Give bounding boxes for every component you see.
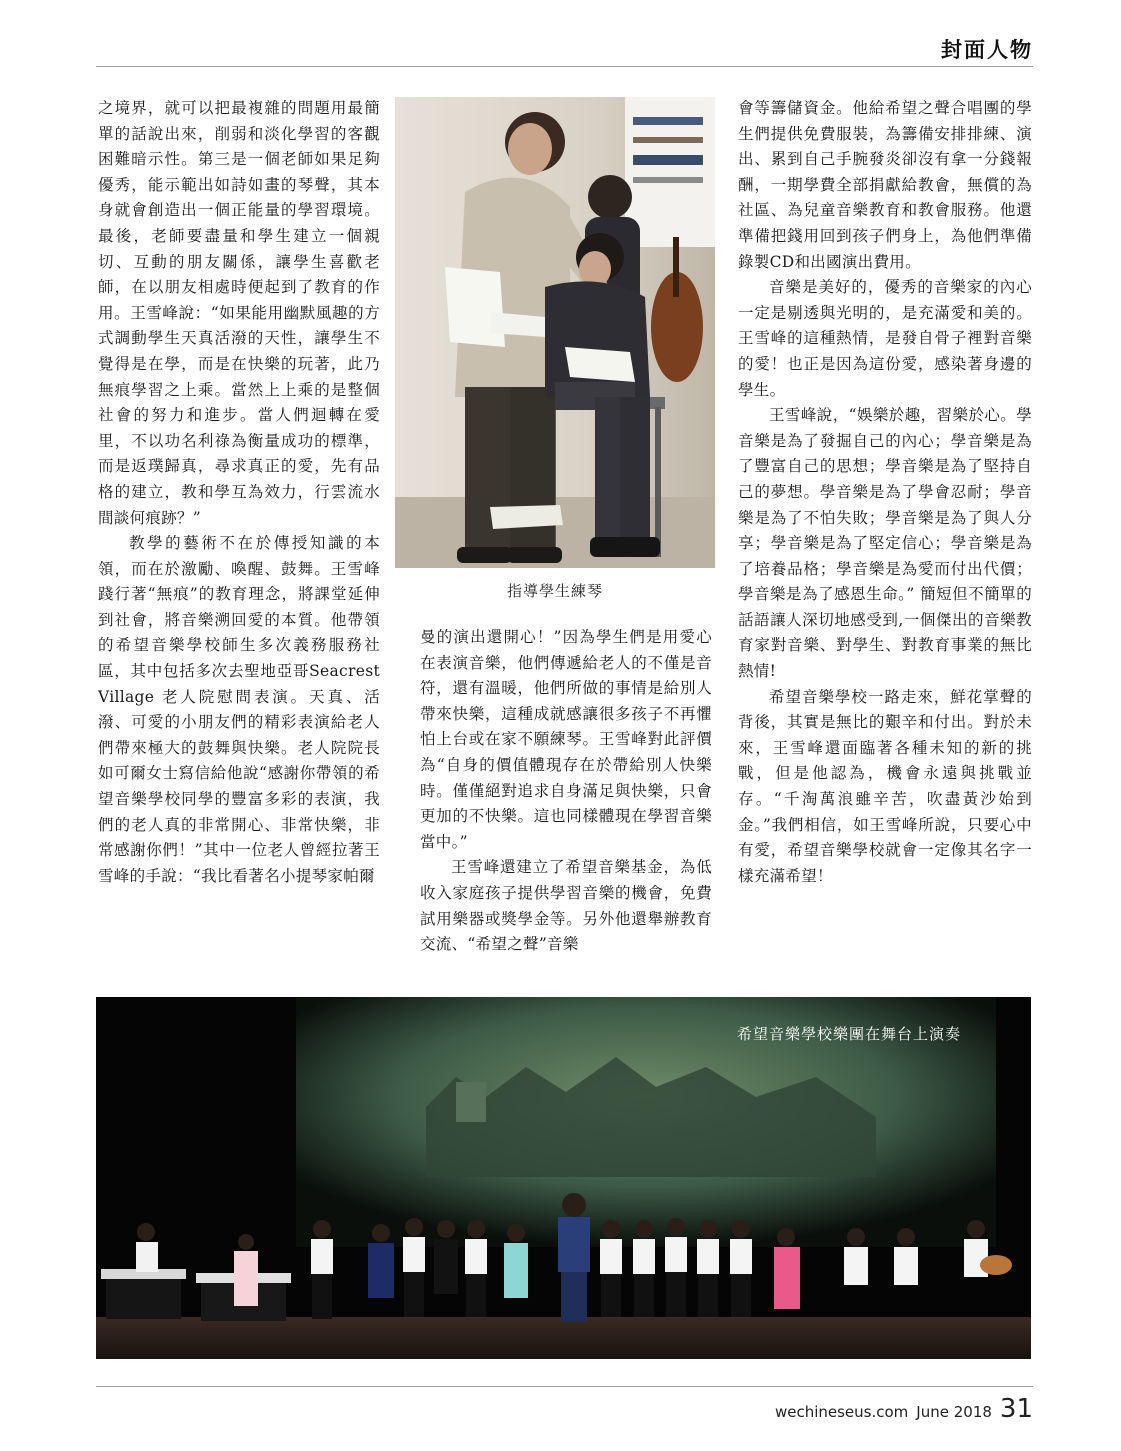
page-footer — [775, 1394, 1033, 1424]
article-column-2 — [420, 625, 712, 970]
header-rule — [96, 66, 1033, 67]
footer-issue: June 2018 — [916, 1403, 992, 1421]
paragraph: 王雪峰還建立了希望音樂基金，為低收入家庭孩子提供學習音樂的機會，免費試用樂器或獎學金等。另外他還舉辦教育交流、“希望之聲”音樂 — [420, 858, 712, 954]
paragraph: 王雪峰說，“娛樂於趣，習樂於心。學音樂是為了發掘自己的內心；學音樂是為了豐富自己的思想；學音樂是為了堅持自己的夢想。學音樂是為了學會忍耐；學音樂是為了不怕失敗；學音樂是為了與人分享；學音樂是為了堅定信心；學音樂是為了培養品格；學音樂是為愛而付出代價；學音樂是為了感恩生命。” 簡短但不簡單的話語讓人深切地感受到,一個傑出的音樂教育家對音樂、對學生、對教育事業的無比熱情! — [738, 406, 1032, 681]
article-column-1 — [98, 96, 380, 968]
paragraph: 之境界，就可以把最複雜的問題用最簡單的話說出來，削弱和淡化學習的客觀困難暗示性。第三是一個老師如果足夠優秀，能示範出如詩如畫的琴聲，其本身就會創造出一個正能量的學習環境。最後，老師要盡量和學生建立一個親切、互動的朋友關係，讓學生喜歡老師，在以朋友相處時便起到了教育的作用。王雪峰說：“如果能用幽默風趣的方式調動學生天真活潑的天性，讓學生不覺得是在學，而是在快樂的玩著，此乃無痕學習之上乘。當然上上乘的是整個社會的努力和進步。當人們迴轉在愛里，不以功名利祿為衡量成功的標準，而是返璞歸真，尋求真正的愛，先有品格的建立，教和學互為效力，行雲流水間談何痕跡？” — [98, 99, 380, 527]
paragraph: 音樂是美好的，優秀的音樂家的內心一定是剔透與光明的，是充滿愛和美的。王雪峰的這種熱情，是發自骨子裡對音樂的愛！也正是因為這份愛，感染著身邊的學生。 — [738, 278, 1032, 399]
teacher-student-illustration — [395, 97, 715, 568]
stage-performance-photo — [96, 997, 1031, 1359]
footer-site: wechineseus.com — [774, 1403, 909, 1421]
paragraph: 教學的藝術不在於傳授知識的本領，而在於激勵、喚醒、鼓舞。王雪峰踐行著“無痕”的教育理念，將課堂延伸到社會，將音樂溯回愛的本質。他帶領的希望音樂學校師生多次義務服務社區，其中包括多次去聖地亞哥Seacrest Village 老人院慰問表演。天真、活潑、可愛的小朋友們的精彩表演給老人們帶來極大的鼓舞與快樂。老人院院長如可爾女士寫信給他說“感謝你帶領的希望音樂學校同學的豐富多彩的表演，我們的老人真的非常開心、非常快樂，非常感謝你們！”其中一位老人曾經拉著王雪峰的手說：“我比看著名小提琴家帕爾 — [98, 534, 380, 885]
paragraph: 希望音樂學校一路走來，鮮花掌聲的背後，其實是無比的艱辛和付出。對於未來，王雪峰還面臨著各種未知的新的挑戰，但是他認為，機會永遠與挑戰並存。“千淘萬浪雖辛苦，吹盡黃沙始到金。”我們相信，如王雪峰所說，只要心中有愛，希望音樂學校就會一定像其名字一樣充滿希望！ — [738, 687, 1032, 885]
photo-caption: 指導學生練琴 — [506, 582, 603, 600]
footer-rule — [96, 1386, 1033, 1387]
stage-photo-caption: 希望音樂學校樂團在舞台上演奏 — [736, 1025, 961, 1043]
article-column-3 — [738, 96, 1032, 968]
teacher-student-photo — [395, 97, 715, 568]
paragraph: 會等籌儲資金。他給希望之聲合唱團的學生們提供免費服裝，為籌備安排排練、演出、累到自己手腕發炎卻沒有拿一分錢報酬，一期學費全部捐獻給教會，無償的為社區、為兒童音樂教育和教會服務。他還準備把錢用回到孩子們身上，為他們準備錄製CD和出國演出費用。 — [738, 99, 1032, 271]
stage-illustration — [96, 997, 1031, 1359]
section-title: 封面人物 — [941, 38, 1033, 62]
paragraph: 曼的演出還開心！”因為學生們是用愛心在表演音樂，他們傳遞給老人的不僅是音符，還有溫暖，他們所做的事情是給別人帶來快樂，這種成就感讓很多孩子不再懼怕上台或在家不願練琴。王雪峰對此評價為“自身的價值體現存在於帶給別人快樂時。僅僅絕對追求自身滿足與快樂，只會更加的不快樂。這也同樣體現在學習音樂當中。” — [420, 628, 712, 851]
page-number: 31 — [999, 1394, 1033, 1424]
